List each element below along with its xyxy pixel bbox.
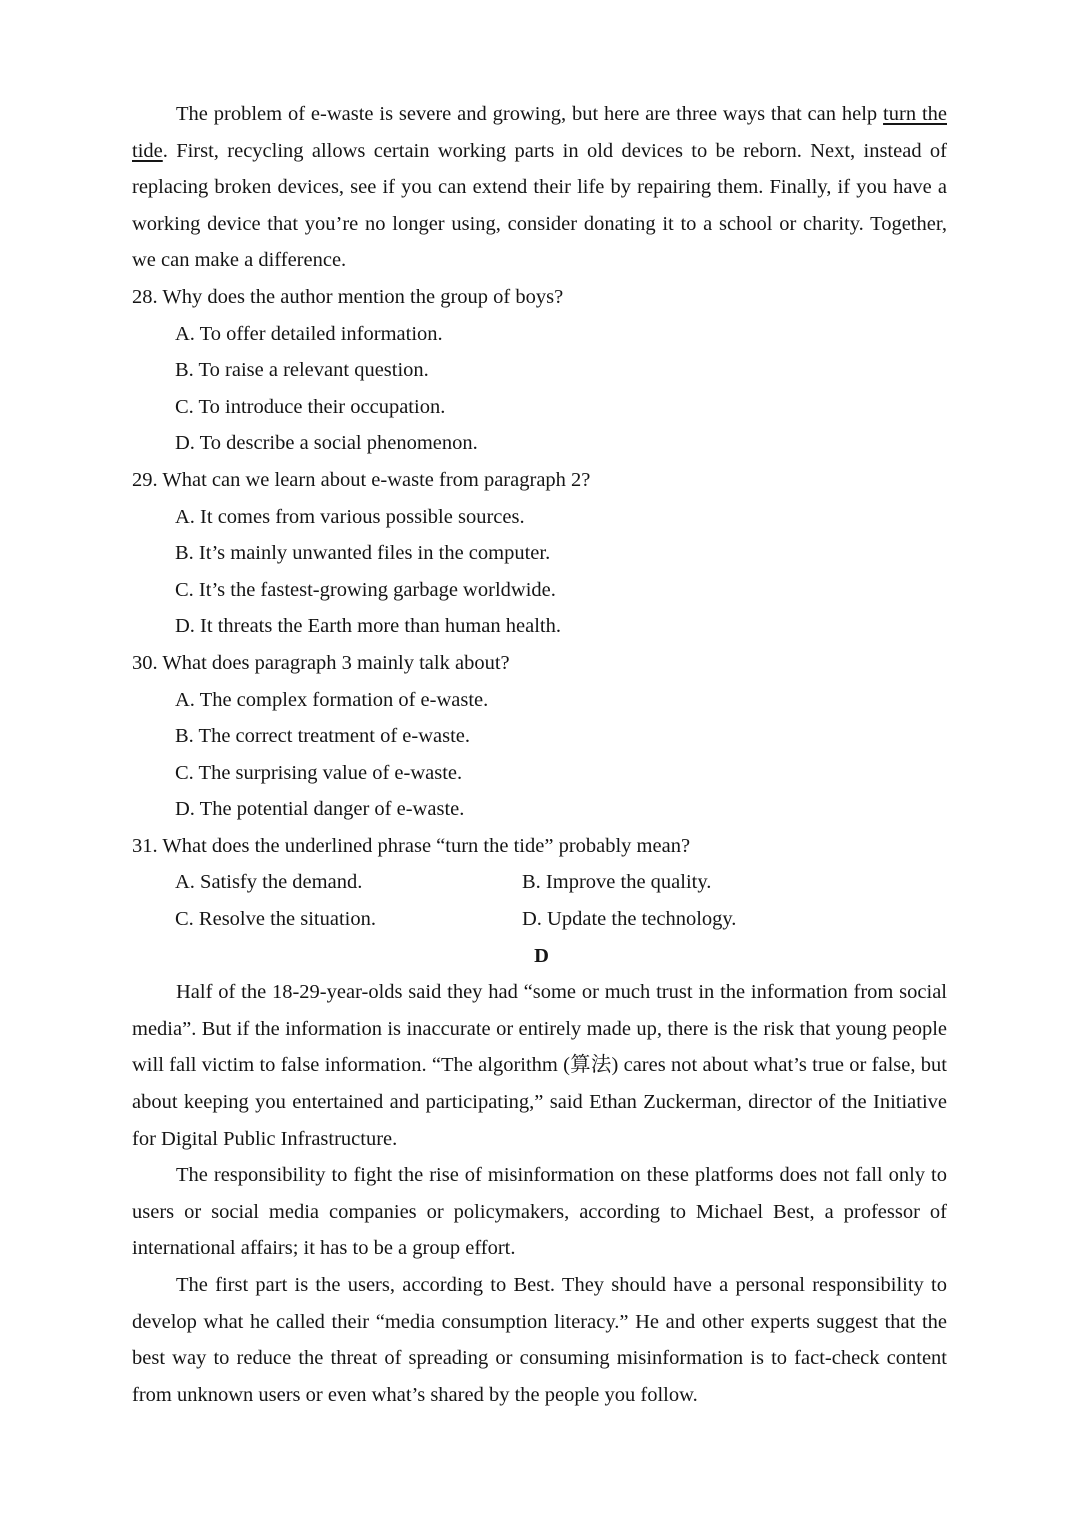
option-a: A. Satisfy the demand. (175, 871, 363, 894)
option-row (132, 864, 947, 901)
option-b: B. It’s mainly unwanted files in the computer. (175, 542, 551, 565)
intro-text-before: The problem of e-waste is severe and growing, but here are three ways that can help (176, 103, 884, 125)
option-a: A. It comes from various possible sources. (175, 505, 525, 528)
option-d: D. It threats the Earth more than human health. (175, 615, 561, 638)
intro-text-after: . First, recycling allows certain working parts in old devices to be reborn. Next, instead of replacing broken devices, see if you can extend their life by repairing them. Finally, if you have a working device that you’re no longer using, consider donating it to a school or charity. Together, we can make a difference. (132, 139, 947, 272)
question-28 (132, 279, 947, 462)
option-d: D. Update the technology. (522, 908, 737, 931)
question-stem: 28. Why does the author mention the group of boys? (132, 285, 564, 308)
option-c: C. Resolve the situation. (175, 908, 376, 931)
question-31 (132, 828, 947, 938)
exam-page (132, 96, 947, 1413)
section-d-paragraph: Half of the 18-29-year-olds said they had “some or much trust in the information from social media”. But if the information is inaccurate or entirely made up, there is the risk that young people will fall victim to false information. “The algorithm (算法) cares not about what’s true or false, but about keeping you entertained and participating,” said Ethan Zuckerman, director of the Initiative for Digital Public Infrastructure. (132, 981, 947, 1150)
option-row (132, 901, 947, 938)
option-c: C. The surprising value of e-waste. (175, 761, 463, 784)
option-d: D. The potential danger of e-waste. (175, 798, 465, 821)
intro-paragraph (132, 96, 947, 279)
option-b: B. To raise a relevant question. (175, 359, 429, 382)
option-a: A. The complex formation of e-waste. (175, 688, 489, 711)
question-stem: 29. What can we learn about e-waste from paragraph 2? (132, 468, 591, 491)
question-stem: 30. What does paragraph 3 mainly talk about? (132, 651, 510, 674)
option-b: B. Improve the quality. (522, 871, 712, 894)
question-30 (132, 645, 947, 828)
section-d-paragraph: The responsibility to fight the rise of misinformation on these platforms does not fall only to users or social media companies or policymakers, according to Michael Best, a professor of international affairs; it has to be a group effort. (132, 1164, 947, 1260)
question-29 (132, 462, 947, 645)
option-b: B. The correct treatment of e-waste. (175, 725, 471, 748)
option-d: D. To describe a social phenomenon. (175, 432, 478, 455)
section-d-paragraph: The first part is the users, according to Best. They should have a personal responsibility to develop what he called their “media consumption literacy.” He and other experts suggest that the best way to reduce the threat of spreading or consuming misinformation is to fact-check content from unknown users or even what’s shared by the people you follow. (132, 1274, 947, 1406)
underlined-phrase: turn the tide (132, 103, 947, 162)
option-c: C. It’s the fastest-growing garbage worldwide. (175, 578, 556, 601)
question-stem: 31. What does the underlined phrase “turn the tide” probably mean? (132, 834, 691, 857)
option-a: A. To offer detailed information. (175, 322, 443, 345)
section-title: D (534, 944, 549, 967)
option-c: C. To introduce their occupation. (175, 395, 446, 418)
